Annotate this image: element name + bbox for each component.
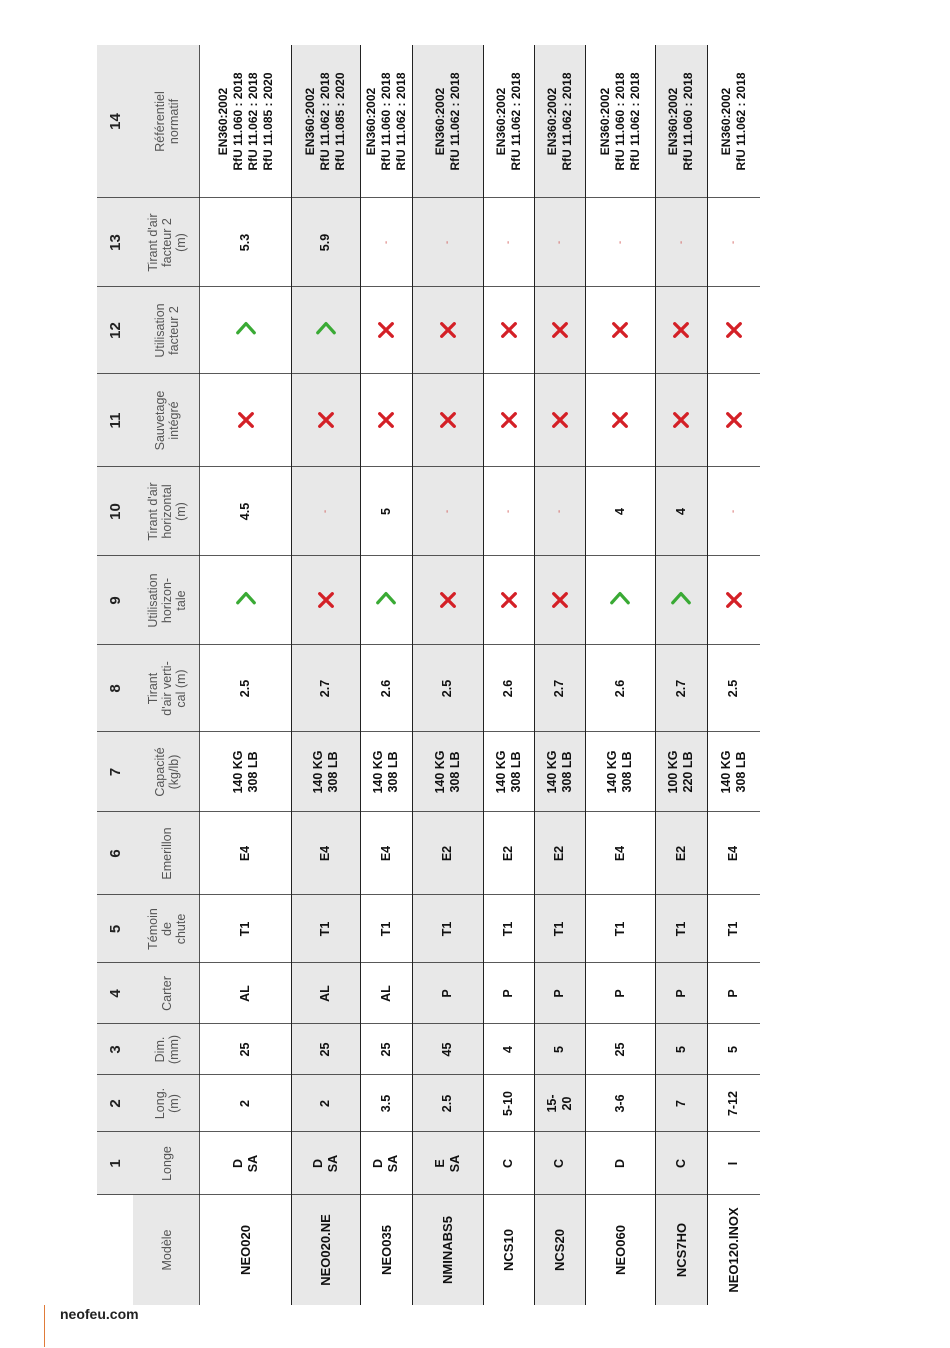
table-cell: 2.7 (552, 679, 566, 698)
cross-icon (551, 322, 569, 340)
check-icon (375, 590, 397, 612)
check-icon (609, 590, 631, 612)
column-number: 2 (106, 1099, 124, 1108)
table-cell: 2 (318, 1100, 332, 1107)
cross-icon (725, 412, 743, 430)
table-cell: 4 (501, 1046, 515, 1053)
table-cell: E4 (726, 845, 740, 862)
table-cell: 2.6 (612, 679, 627, 698)
column-divider (97, 731, 760, 732)
column-divider (97, 1131, 760, 1132)
table-cell (291, 287, 360, 374)
table-cell: - (503, 509, 514, 514)
table-cell: 7 (673, 1100, 688, 1107)
table-cell: E2 (552, 845, 566, 862)
table-cell: T1 (673, 921, 688, 937)
column-label: Long. (m) (152, 1087, 181, 1120)
column-label: Utilisation facteur 2 (152, 303, 181, 358)
model-name: NEO035 (378, 1225, 394, 1275)
cross-icon (551, 412, 569, 430)
table-cell (534, 287, 585, 374)
table-cell: EN360:2002 RfU 11.062 : 2018 (544, 72, 574, 171)
row-divider (199, 45, 200, 1305)
table-cell: - (503, 240, 514, 245)
cross-icon (500, 322, 518, 340)
table-cell: - (554, 240, 565, 245)
cross-icon (500, 592, 518, 610)
table-cell: EN360:2002 RfU 11.062 : 2018 (718, 72, 748, 171)
table-cell: 4 (612, 508, 627, 515)
table-cell: EN360:2002 RfU 11.060 : 2018 RfU 11.062 : 2018 (597, 72, 642, 171)
table-cell: 2.7 (673, 679, 688, 698)
column-number: 13 (106, 234, 124, 251)
table-cell (655, 287, 707, 374)
table-cell: P (501, 989, 515, 998)
table-cell: EN360:2002 RfU 11.060 : 2018 (666, 72, 695, 171)
cross-icon (317, 592, 335, 610)
row-divider (412, 45, 413, 1305)
table-cell: P (440, 989, 454, 998)
table-cell: 4.5 (238, 502, 252, 521)
table-cell (655, 556, 707, 645)
table-cell (291, 374, 360, 467)
column-label: Référentiel normatif (152, 91, 181, 152)
cross-icon (500, 412, 518, 430)
row-divider (534, 45, 535, 1305)
table-cell: 140 KG 308 LB (371, 750, 400, 794)
table-cell: 5 (726, 1046, 740, 1053)
column-number: 6 (106, 849, 124, 858)
cross-icon (439, 412, 457, 430)
column-divider (97, 644, 760, 645)
table-cell: 5 (552, 1046, 566, 1053)
table-cell: T1 (440, 921, 454, 937)
column-number: 10 (106, 503, 124, 520)
table-cell: AL (318, 985, 332, 1002)
column-divider (97, 894, 760, 895)
table-cell: EN360:2002 RfU 11.062 : 2018 (493, 72, 523, 171)
table-cell: 5 (378, 508, 393, 515)
column-number: 14 (106, 113, 124, 130)
check-icon (235, 590, 257, 612)
cross-icon (237, 412, 255, 430)
table-cell (291, 556, 360, 645)
column-label: Tirant d'air facteur 2 (m) (145, 213, 188, 272)
cross-icon (439, 322, 457, 340)
cross-icon (377, 412, 395, 430)
table-cell: P (726, 989, 740, 998)
table-cell: 4 (673, 508, 688, 515)
cross-icon (725, 592, 743, 610)
column-divider (97, 1023, 760, 1024)
table-cell (200, 374, 291, 467)
table-cell: - (728, 509, 739, 514)
table-cell: 140 KG 308 LB (310, 750, 340, 794)
table-cell: 2.5 (440, 1094, 454, 1113)
table-cell: - (442, 509, 453, 514)
footer-accent-bar (44, 1305, 45, 1347)
column-number (97, 1195, 133, 1305)
row-divider (360, 45, 361, 1305)
footer-site: neofeu.com (60, 1306, 139, 1322)
table-cell (483, 287, 534, 374)
check-icon (315, 320, 337, 342)
model-name: NCS20 (552, 1229, 567, 1271)
table-cell: 5 (673, 1046, 688, 1053)
column-number: 8 (106, 684, 124, 693)
table-cell (412, 287, 483, 374)
table-cell: - (380, 240, 392, 245)
table-cell (655, 374, 707, 467)
cross-icon (611, 412, 629, 430)
table-cell: D (612, 1158, 627, 1169)
column-label: Modèle (159, 1229, 174, 1271)
table-cell: I (726, 1161, 740, 1166)
table-cell: P (673, 989, 688, 998)
table-cell: 25 (612, 1042, 627, 1057)
column-number: 12 (106, 322, 124, 339)
table-cell: EN360:2002 RfU 11.062 : 2018 RfU 11.085 : 2020 (303, 72, 347, 171)
table-cell: E2 (501, 845, 515, 862)
model-name: NEO020.NE (318, 1214, 333, 1286)
table-cell: 100 KG 220 LB (666, 750, 695, 794)
table-cell: 2.7 (318, 679, 332, 698)
table-cell: 2.6 (378, 679, 393, 698)
table-cell: 45 (440, 1042, 454, 1057)
column-divider (97, 286, 760, 287)
table-cell: 5.3 (238, 233, 252, 252)
row-divider (707, 45, 708, 1305)
column-label: Capacité (kg/lb) (152, 747, 181, 797)
table-cell: 3.5 (378, 1094, 393, 1113)
column-label: Sauvetage intégré (152, 390, 181, 451)
table-cell: 7-12 (726, 1090, 740, 1117)
table-cell: 2.5 (238, 679, 252, 698)
table-cell: 140 KG 308 LB (605, 750, 634, 794)
table-cell: 25 (318, 1042, 332, 1057)
table-cell: EN360:2002 RfU 11.062 : 2018 (432, 72, 462, 171)
model-name: NCS10 (501, 1229, 516, 1271)
row-divider (483, 45, 484, 1305)
table-cell: 25 (378, 1042, 393, 1057)
table-cell (707, 287, 760, 374)
column-divider (97, 1194, 760, 1195)
comparison-table (97, 45, 760, 1305)
table-cell: 140 KG 308 LB (230, 750, 260, 794)
table-cell (360, 374, 412, 467)
table-cell: C (552, 1158, 566, 1169)
table-cell: T1 (501, 921, 515, 937)
column-number: 7 (106, 767, 124, 777)
table-cell: 5-10 (501, 1090, 515, 1117)
table-cell (707, 556, 760, 645)
table-cell (360, 556, 412, 645)
table-cell: P (552, 989, 566, 998)
column-number: 5 (106, 924, 124, 934)
table-cell: 15- 20 (544, 1094, 574, 1113)
table-cell: D SA (310, 1154, 340, 1173)
table-cell: E4 (378, 845, 393, 862)
table-cell (200, 556, 291, 645)
table-cell: T1 (552, 921, 566, 937)
column-label: Tirant d'air verti- cal (m) (145, 661, 188, 716)
table-cell: 140 KG 308 LB (718, 750, 748, 794)
table-cell (412, 374, 483, 467)
check-icon (670, 590, 692, 612)
table-cell: 2.5 (726, 679, 740, 698)
column-number: 11 (106, 412, 124, 429)
table-cell: 140 KG 308 LB (493, 750, 523, 794)
row-divider (655, 45, 656, 1305)
table-cell: D SA (230, 1154, 260, 1173)
model-name: NMINABS5 (440, 1216, 455, 1284)
table-cell (483, 556, 534, 645)
table-cell: AL (238, 985, 252, 1002)
table-cell: E4 (238, 845, 252, 862)
cross-icon (672, 412, 690, 430)
table-cell: 25 (238, 1042, 252, 1057)
table-cell (585, 374, 655, 467)
column-label: Carter (159, 976, 174, 1011)
column-divider (97, 373, 760, 374)
table-cell: E SA (432, 1154, 462, 1173)
table-cell: - (675, 240, 687, 245)
table-cell: 3-6 (612, 1094, 627, 1113)
table-cell: - (320, 509, 331, 514)
table-cell (585, 287, 655, 374)
table-cell: 2.6 (501, 679, 515, 698)
column-divider (97, 466, 760, 467)
table-cell: EN360:2002 RfU 11.060 : 2018 RfU 11.062 : 2018 (363, 72, 408, 171)
column-label: Emerillon (159, 827, 174, 880)
column-divider (97, 197, 760, 198)
cross-icon (725, 322, 743, 340)
table-cell (412, 556, 483, 645)
table-cell: C (501, 1158, 515, 1169)
column-number: 3 (106, 1045, 124, 1054)
table-cell: 140 KG 308 LB (432, 750, 462, 794)
table-cell: EN360:2002 RfU 11.060 : 2018 RfU 11.062 : 2018 RfU 11.085 : 2020 (215, 72, 275, 171)
column-label: Dim. (mm) (152, 1034, 181, 1065)
table-cell: 2.5 (440, 679, 454, 698)
column-label: Tirant d'air horizontal (m) (145, 482, 188, 541)
cross-icon (377, 322, 395, 340)
column-number: 4 (106, 989, 124, 998)
table-cell (585, 556, 655, 645)
table-cell: T1 (238, 921, 252, 937)
cross-icon (439, 592, 457, 610)
table-cell (534, 556, 585, 645)
table-cell: 2 (238, 1100, 252, 1107)
cross-icon (672, 322, 690, 340)
model-name: NEO120.INOX (726, 1207, 741, 1293)
column-divider (97, 555, 760, 556)
model-name: NCS7HO (673, 1222, 689, 1278)
table-cell: D SA (371, 1154, 400, 1173)
column-label: Utilisation horizon- tale (145, 573, 188, 628)
table-cell: - (614, 240, 626, 245)
table-cell: E2 (673, 845, 688, 862)
table-cell (534, 374, 585, 467)
table-cell: T1 (318, 921, 332, 937)
table-cell: T1 (726, 921, 740, 937)
table-cell (200, 287, 291, 374)
table-cell (707, 374, 760, 467)
table-cell: C (673, 1158, 688, 1169)
table-cell: P (612, 989, 627, 998)
table-cell: E4 (318, 845, 332, 862)
column-divider (97, 811, 760, 812)
table-cell: T1 (612, 921, 627, 937)
table-cell (360, 287, 412, 374)
cross-icon (317, 412, 335, 430)
column-label: Longe (159, 1146, 174, 1181)
row-divider (585, 45, 586, 1305)
table-cell: AL (378, 985, 393, 1002)
table-cell: - (728, 240, 739, 245)
table-cell: T1 (378, 921, 393, 937)
model-name: NEO060 (612, 1225, 628, 1275)
column-label: Témoin de chute (145, 908, 188, 950)
cross-icon (551, 592, 569, 610)
cross-icon (611, 322, 629, 340)
row-divider (291, 45, 292, 1305)
table-cell (483, 374, 534, 467)
table-cell: - (554, 509, 565, 514)
table-cell: 140 KG 308 LB (544, 750, 574, 794)
column-divider (97, 962, 760, 963)
table-cell: E4 (612, 845, 627, 862)
column-divider (97, 1074, 760, 1075)
model-name: NEO020 (238, 1225, 253, 1275)
table-cell: E2 (440, 845, 454, 862)
table-cell: 5.9 (318, 233, 332, 252)
table-cell: - (442, 240, 453, 245)
check-icon (235, 320, 257, 342)
column-number: 9 (106, 596, 124, 605)
column-number: 1 (106, 1159, 124, 1168)
